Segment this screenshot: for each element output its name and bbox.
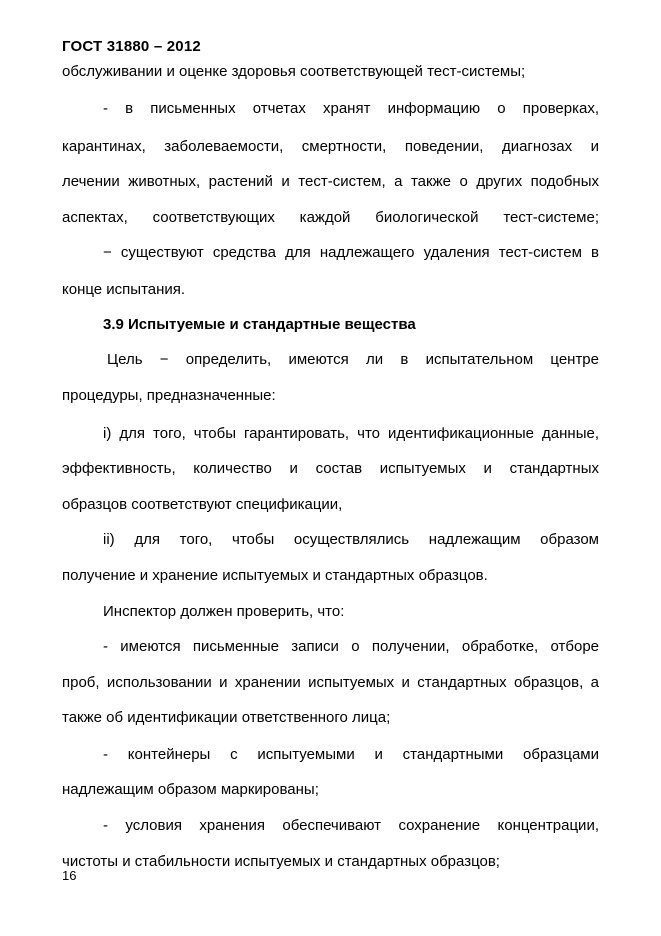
- document-header: ГОСТ 31880 – 2012: [62, 38, 201, 55]
- text-line: ii) для того, чтобы осуществлялись надлежащим образом: [103, 531, 599, 548]
- text-line: процедуры, предназначенные:: [62, 387, 276, 404]
- text-line: конце испытания.: [62, 281, 186, 298]
- text-line: - контейнеры с испытуемыми и стандартными образцами: [103, 746, 599, 763]
- text-line: - условия хранения обеспечивают сохранение концентрации,: [103, 817, 599, 834]
- text-line: карантинах, заболеваемости, смертности, поведении, диагнозах и: [62, 138, 599, 155]
- text-line: образцов соответствуют спецификации,: [62, 496, 343, 513]
- text-line: обслуживании и оценке здоровья соответствующей тест-системы;: [62, 63, 526, 80]
- text-line: аспектах, соответствующих каждой биологической тест-системе;: [62, 209, 599, 226]
- text-line: i) для того, чтобы гарантировать, что идентификационные данные,: [103, 425, 599, 442]
- text-line: лечении животных, растений и тест-систем, а также о других подобных: [62, 173, 599, 190]
- text-line: эффективность, количество и состав испытуемых и стандартных: [62, 460, 599, 477]
- text-line: надлежащим образом маркированы;: [62, 781, 319, 798]
- text-line: Инспектор должен проверить, что:: [103, 603, 345, 620]
- text-line: Цель − определить, имеются ли в испытательном центре: [107, 351, 599, 368]
- text-line: − существуют средства для надлежащего удаления тест-систем в: [103, 244, 599, 261]
- text-line: также об идентификации ответственного лица;: [62, 709, 391, 726]
- text-line: чистоты и стабильности испытуемых и стандартных образцов;: [62, 853, 500, 870]
- text-line: - имеются письменные записи о получении, обработке, отборе: [103, 638, 599, 655]
- page-number: 16: [62, 868, 77, 883]
- text-line: проб, использовании и хранении испытуемых и стандартных образцов, а: [62, 674, 599, 691]
- text-line: получение и хранение испытуемых и стандартных образцов.: [62, 567, 488, 584]
- text-line: - в письменных отчетах хранят информацию о проверках,: [103, 100, 599, 117]
- section-heading: 3.9 Испытуемые и стандартные вещества: [103, 316, 416, 333]
